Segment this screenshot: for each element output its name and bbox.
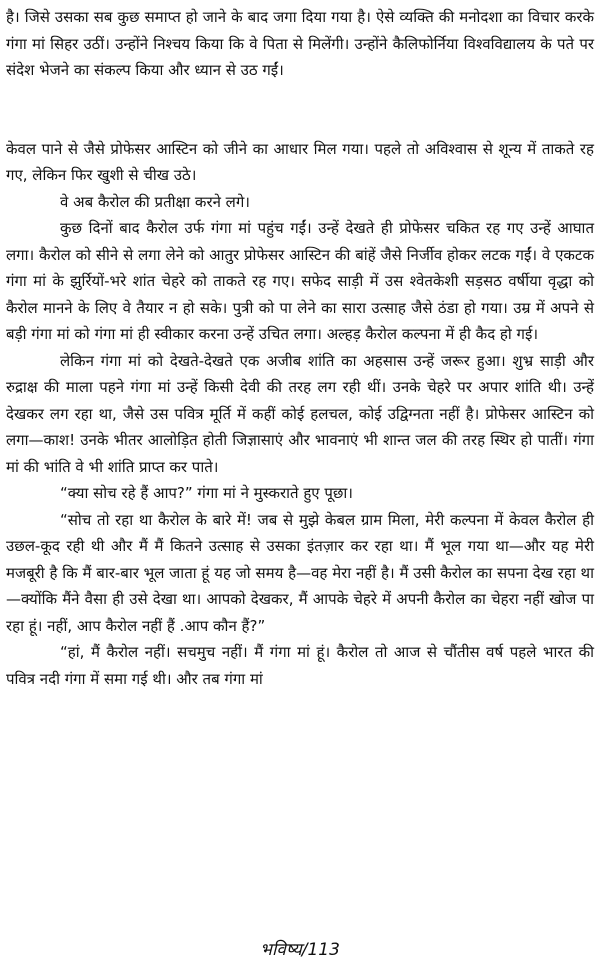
paragraph-top: है। जिसे उसका सब कुछ समाप्त हो जाने के बाद जगा दिया गया है। ऐसे व्यक्ति की मनोदशा का विचार करके गंगा मां सिहर उठीं। उन्होंने निश्चय किया कि वे पिता से मिलेंगी। उन्होंने कैलिफोर्निया विश्वविद्यालय के पते पर संदेश भेजने का संकल्प किया और ध्यान से उठ गईं। xyxy=(6,8,594,79)
page-footer: भविष्य/113 xyxy=(260,940,340,960)
paragraph: “क्या सोच रहे हैं आप?” गंगा मां ने मुस्कराते हुए पूछा। xyxy=(60,484,353,502)
paragraph: कुछ दिनों बाद कैरोल उर्फ गंगा मां पहुंच गईं। उन्हें देखते ही प्रोफेसर चकित रह गए उन्हें आघात लगा। कैरोल को सीने से लगा लेने को आतुर प्रोफेसर आस्टिन की बांहें जैसे निर्जीव होकर लटक गईं। वे एकटक गंगा मां के झुर्रियों-भरे शांत चेहरे को ताकते रह गए। सफेद साड़ी में उस श्वेतकेशी सड़सठ वर्षीया वृद्धा को कैरोल मानने के लिए वे तैयार न हो सके। पुत्री को पा लेने का सारा उत्साह जैसे ठंडा हो गया। उम्र में अपने से बड़ी गंगा मां को गंगा मां ही स्वीकार करना उन्हें उचित लगा। अल्हड़ कैरोल कल्पना में ही कैद हो गई। xyxy=(6,219,594,343)
paragraph: लेकिन गंगा मां को देखते-देखते एक अजीब शांति का अहसास उन्हें जरूर हुआ। शुभ्र साड़ी और रुद्राक्ष की माला पहने गंगा मां उन्हें किसी देवी की तरह लग रही थीं। उनके चेहरे पर अपार शांति थी। उन्हें देखकर लग रहा था, जैसे उस पवित्र मूर्ति में कहीं कोई हलचल, कोई उद्विग्नता नहीं है। प्रोफेसर आस्टिन को लगा—काश! उनके भीतर आलोड़ित होती जिज्ञासाएं और भावनाएं भी शान्त जल की तरह स्थिर हो पातीं। गंगा मां की भांति वे भी शांति प्राप्त कर पाते। xyxy=(6,351,594,476)
paragraph: “हां, मैं कैरोल नहीं। सचमुच नहीं। मैं गंगा मां हूं। कैरोल तो आज से चौंतीस वर्ष पहले भारत की पवित्र नदी गंगा में समा गई थी। और तब गंगा मां xyxy=(6,643,594,688)
paragraph: केवल पाने से जैसे प्रोफेसर आस्टिन को जीने का आधार मिल गया। पहले तो अविश्वास से शून्य में ताकते रह गए, लेकिन फिर खुशी से चीख उठे। xyxy=(6,139,594,184)
section-gap xyxy=(6,84,594,136)
paragraph: “सोच तो रहा था कैरोल के बारे में! जब से मुझे केबल ग्राम मिला, मेरी कल्पना में केवल कैरोल ही उछल-कूद रही थी और मैं मैं कितने उत्साह से उसका इंतज़ार कर रहा था। मैं भूल गया था—और यह मेरी मजबूरी है कि मैं बार-बार भूल जाता हूं यह जो समय है—वह मेरा नहीं है। मैं उसी कैरोल का सपना देख रहा था—क्योंकि मैंने वैसा ही उसे देखा था। आपको देखकर, मैं आपके चेहरे में अपनी कैरोल का चेहरा नहीं खोज पा रहा हूं। नहीं, आप कैरोल नहीं हैं .आप कौन हैं?” xyxy=(6,510,594,635)
paragraph: वे अब कैरोल की प्रतीक्षा करने लगे। xyxy=(60,192,250,211)
main-text xyxy=(6,136,594,693)
